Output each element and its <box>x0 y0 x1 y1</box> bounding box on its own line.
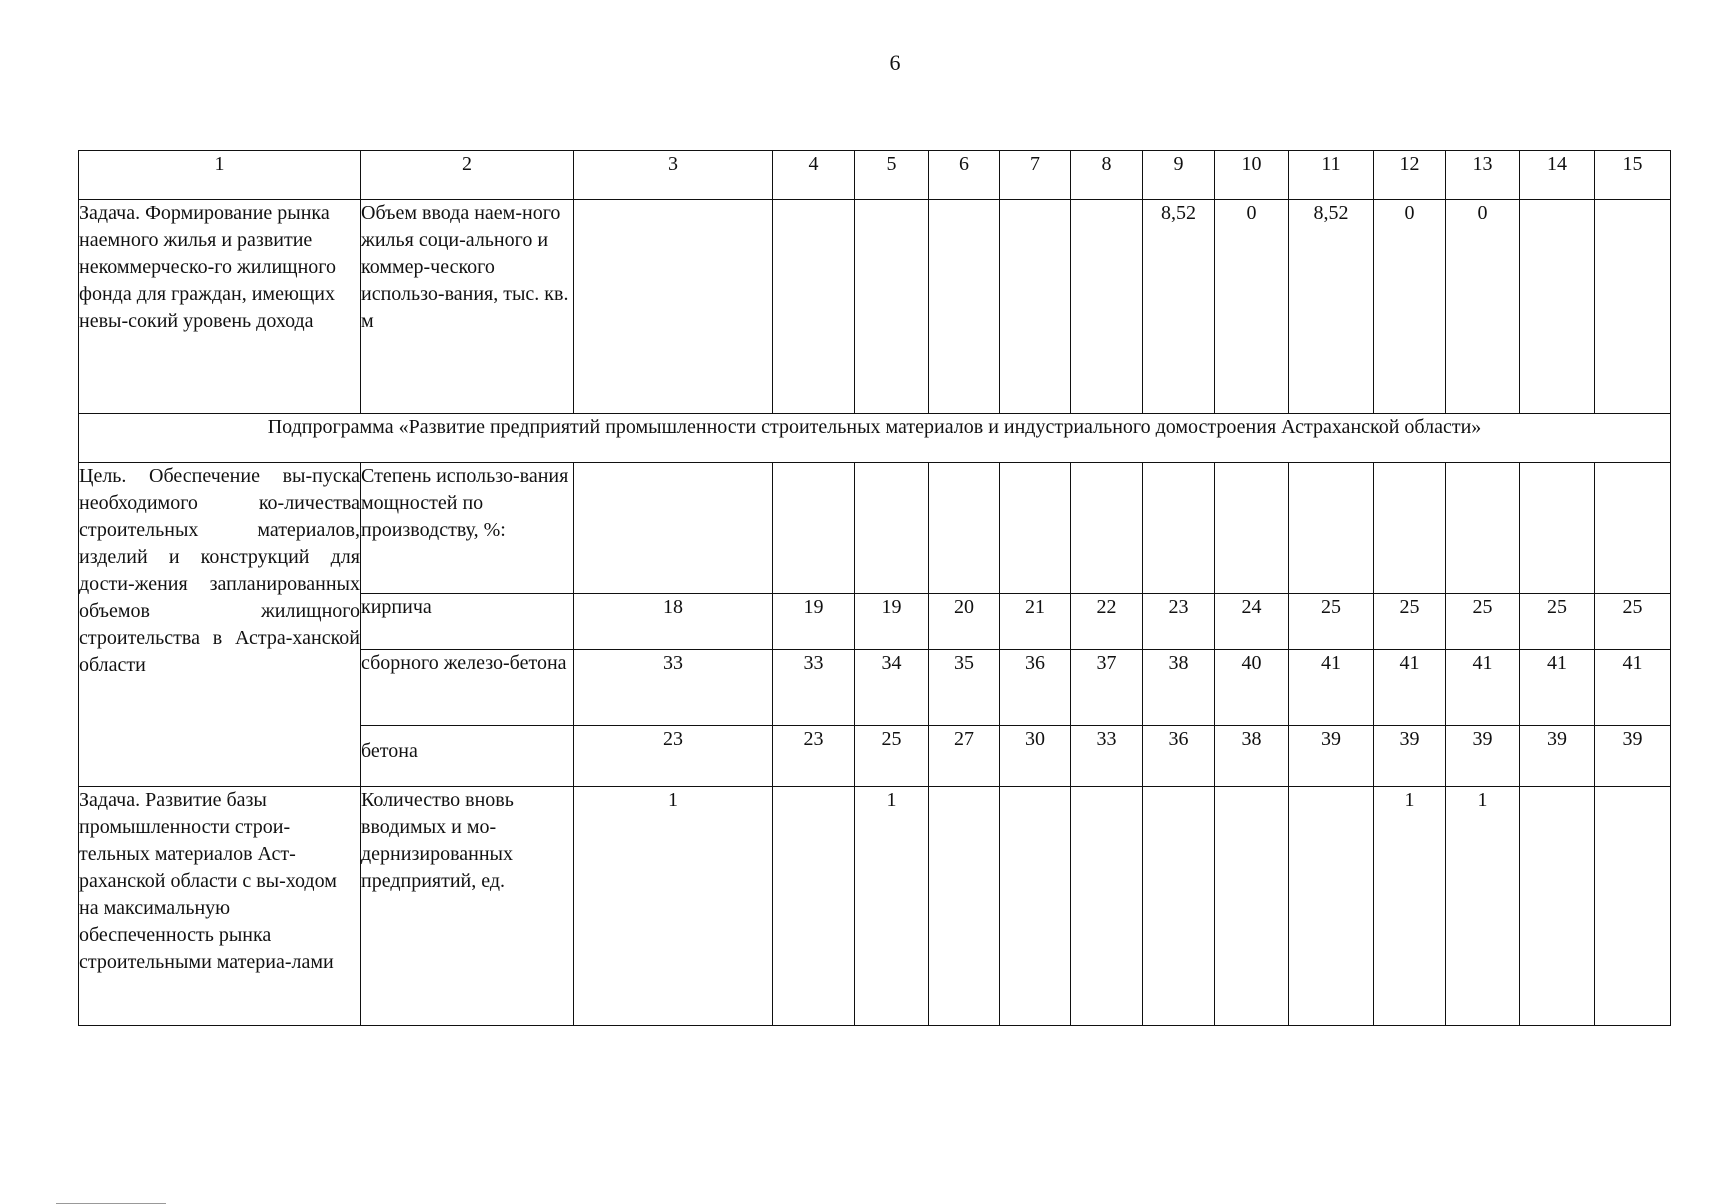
value-cell <box>1289 787 1374 1026</box>
value-cell <box>773 200 855 414</box>
value-cell <box>1595 787 1671 1026</box>
value-cell: 39 <box>1374 726 1446 787</box>
value-cell: 41 <box>1520 650 1595 726</box>
value-cell: 35 <box>929 650 1000 726</box>
value-cell: 33 <box>574 650 773 726</box>
value-cell: 27 <box>929 726 1000 787</box>
column-number: 10 <box>1215 151 1289 200</box>
empty-cell <box>1520 463 1595 594</box>
page-number: 6 <box>889 50 901 75</box>
value-cell: 25 <box>1446 594 1520 650</box>
empty-cell <box>1071 463 1143 594</box>
column-number: 6 <box>929 151 1000 200</box>
value-cell: 1 <box>574 787 773 1026</box>
empty-cell <box>574 463 773 594</box>
subprogram-title: Подпрограмма «Развитие предприятий промышленности строительных материалов и индустриального домостроения Астраханской области» <box>79 414 1671 463</box>
goal-cell: Цель. Обеспечение вы-пуска необходимого ко-личества строительных материалов, изделий и конструкций для дости-жения запланированных объемов жилищного строительства в Астра-ханской области <box>79 463 361 787</box>
empty-cell <box>1143 463 1215 594</box>
value-cell: 36 <box>1143 726 1215 787</box>
value-cell: 0 <box>1446 200 1520 414</box>
value-cell: 40 <box>1215 650 1289 726</box>
indicator-cell: бетона <box>361 726 574 787</box>
column-number: 13 <box>1446 151 1520 200</box>
value-cell: 41 <box>1374 650 1446 726</box>
table-row-industry <box>79 787 1671 1026</box>
value-cell: 33 <box>773 650 855 726</box>
value-cell: 25 <box>1595 594 1671 650</box>
subprogram-row <box>79 414 1671 463</box>
value-cell: 1 <box>1446 787 1520 1026</box>
value-cell: 23 <box>773 726 855 787</box>
column-number: 12 <box>1374 151 1446 200</box>
value-cell <box>929 787 1000 1026</box>
value-cell <box>1071 200 1143 414</box>
value-cell: 0 <box>1215 200 1289 414</box>
value-cell: 39 <box>1595 726 1671 787</box>
value-cell: 25 <box>1374 594 1446 650</box>
value-cell: 18 <box>574 594 773 650</box>
value-cell: 25 <box>1520 594 1595 650</box>
value-cell: 33 <box>1071 726 1143 787</box>
value-cell: 19 <box>855 594 929 650</box>
empty-cell <box>773 463 855 594</box>
value-cell <box>1000 200 1071 414</box>
table-row-housing <box>79 200 1671 414</box>
empty-cell <box>1595 463 1671 594</box>
value-cell: 1 <box>855 787 929 1026</box>
value-cell: 23 <box>1143 594 1215 650</box>
value-cell: 41 <box>1289 650 1374 726</box>
column-number: 4 <box>773 151 855 200</box>
value-cell: 22 <box>1071 594 1143 650</box>
task-cell: Задача. Формирование рынка наемного жилья и развитие некоммерческо-го жилищного фонда для граждан, имеющих невы-сокий уровень дохода <box>79 200 361 414</box>
value-cell <box>855 200 929 414</box>
value-cell <box>1215 787 1289 1026</box>
value-cell: 39 <box>1446 726 1520 787</box>
value-cell: 0 <box>1374 200 1446 414</box>
column-number: 15 <box>1595 151 1671 200</box>
column-number: 3 <box>574 151 773 200</box>
empty-cell <box>929 463 1000 594</box>
empty-cell <box>1000 463 1071 594</box>
indicator-cell: Количество вновь вводимых и мо-дернизированных предприятий, ед. <box>361 787 574 1026</box>
empty-cell <box>1374 463 1446 594</box>
empty-cell <box>1289 463 1374 594</box>
value-cell <box>1595 200 1671 414</box>
indicator-cell: кирпича <box>361 594 574 650</box>
column-number-row <box>79 151 1671 200</box>
value-cell: 34 <box>855 650 929 726</box>
value-cell: 25 <box>855 726 929 787</box>
indicator-cell: сборного железо-бетона <box>361 650 574 726</box>
value-cell: 39 <box>1289 726 1374 787</box>
value-cell: 30 <box>1000 726 1071 787</box>
value-cell: 37 <box>1071 650 1143 726</box>
indicators-table <box>78 150 1671 1026</box>
value-cell <box>574 200 773 414</box>
value-cell: 20 <box>929 594 1000 650</box>
value-cell: 21 <box>1000 594 1071 650</box>
value-cell: 41 <box>1446 650 1520 726</box>
table-row-goal <box>79 463 1671 594</box>
column-number: 9 <box>1143 151 1215 200</box>
empty-cell <box>1215 463 1289 594</box>
task-cell: Задача. Развитие базы промышленности строи-тельных материалов Аст-раханской области с вы-ходом на максимальную обеспеченность рынка строительными материа-лами <box>79 787 361 1026</box>
value-cell: 39 <box>1520 726 1595 787</box>
column-number: 8 <box>1071 151 1143 200</box>
value-cell: 38 <box>1143 650 1215 726</box>
column-number: 1 <box>79 151 361 200</box>
empty-cell <box>855 463 929 594</box>
column-number: 5 <box>855 151 929 200</box>
value-cell <box>1071 787 1143 1026</box>
value-cell <box>773 787 855 1026</box>
empty-cell <box>1446 463 1520 594</box>
value-cell: 8,52 <box>1289 200 1374 414</box>
value-cell <box>1143 787 1215 1026</box>
indicator-cell: Степень использо-вания мощностей по производству, %: <box>361 463 574 594</box>
column-number: 2 <box>361 151 574 200</box>
value-cell: 24 <box>1215 594 1289 650</box>
value-cell: 1 <box>1374 787 1446 1026</box>
value-cell <box>1000 787 1071 1026</box>
value-cell: 25 <box>1289 594 1374 650</box>
value-cell: 41 <box>1595 650 1671 726</box>
indicator-cell: Объем ввода наем-ного жилья соци-ального и коммер-ческого использо-вания, тыс. кв. м <box>361 200 574 414</box>
value-cell: 38 <box>1215 726 1289 787</box>
column-number: 14 <box>1520 151 1595 200</box>
value-cell <box>929 200 1000 414</box>
value-cell <box>1520 200 1595 414</box>
value-cell: 19 <box>773 594 855 650</box>
value-cell <box>1520 787 1595 1026</box>
value-cell: 36 <box>1000 650 1071 726</box>
column-number: 7 <box>1000 151 1071 200</box>
value-cell: 23 <box>574 726 773 787</box>
column-number: 11 <box>1289 151 1374 200</box>
value-cell: 8,52 <box>1143 200 1215 414</box>
